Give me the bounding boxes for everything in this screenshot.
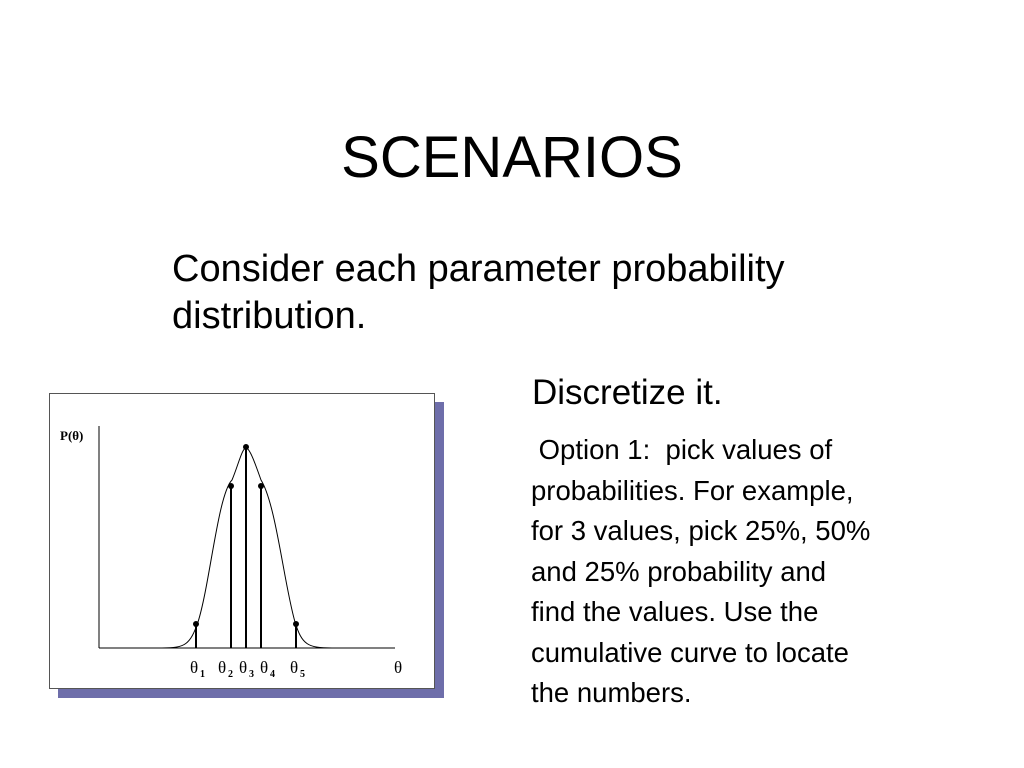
discretize-heading: Discretize it. — [532, 373, 723, 412]
tick-label-theta: θ — [239, 658, 248, 677]
option-line: the numbers. — [531, 677, 692, 708]
point-theta-2 — [228, 483, 234, 489]
point-theta-5 — [293, 621, 299, 627]
option-1-text — [531, 430, 971, 714]
x-axis-label: θ — [394, 658, 403, 677]
option-line: Option 1: pick values of — [531, 434, 833, 465]
tick-label-theta: θ — [260, 658, 269, 677]
option-line: find the values. Use the — [531, 596, 819, 627]
option-line: and 25% probability and — [531, 555, 827, 587]
intro-line: distribution. — [172, 295, 367, 337]
point-theta-4 — [258, 483, 264, 489]
point-theta-3 — [243, 444, 249, 450]
y-axis-label: P(θ) — [60, 428, 84, 443]
option-line: probabilities. For example, — [531, 474, 854, 506]
intro-line: Consider each parameter probability — [172, 248, 785, 290]
tick-label-theta: θ — [290, 658, 299, 677]
tick-label-sub: 4 — [270, 669, 275, 680]
tick-label-sub: 5 — [300, 669, 305, 680]
tick-label-sub: 1 — [200, 669, 205, 680]
slide-title: SCENARIOS — [341, 125, 683, 190]
tick-label-sub: 3 — [249, 669, 254, 680]
tick-label-theta: θ — [218, 658, 227, 677]
tick-label-theta: θ — [190, 658, 199, 677]
intro-text — [172, 246, 932, 340]
option-line: cumulative curve to locate — [531, 636, 849, 668]
tick-label-sub: 2 — [228, 669, 233, 680]
distribution-svg — [50, 394, 436, 690]
option-line: for 3 values, pick 25%, 50% — [531, 515, 871, 546]
point-theta-1 — [193, 621, 199, 627]
distribution-figure — [49, 393, 435, 689]
